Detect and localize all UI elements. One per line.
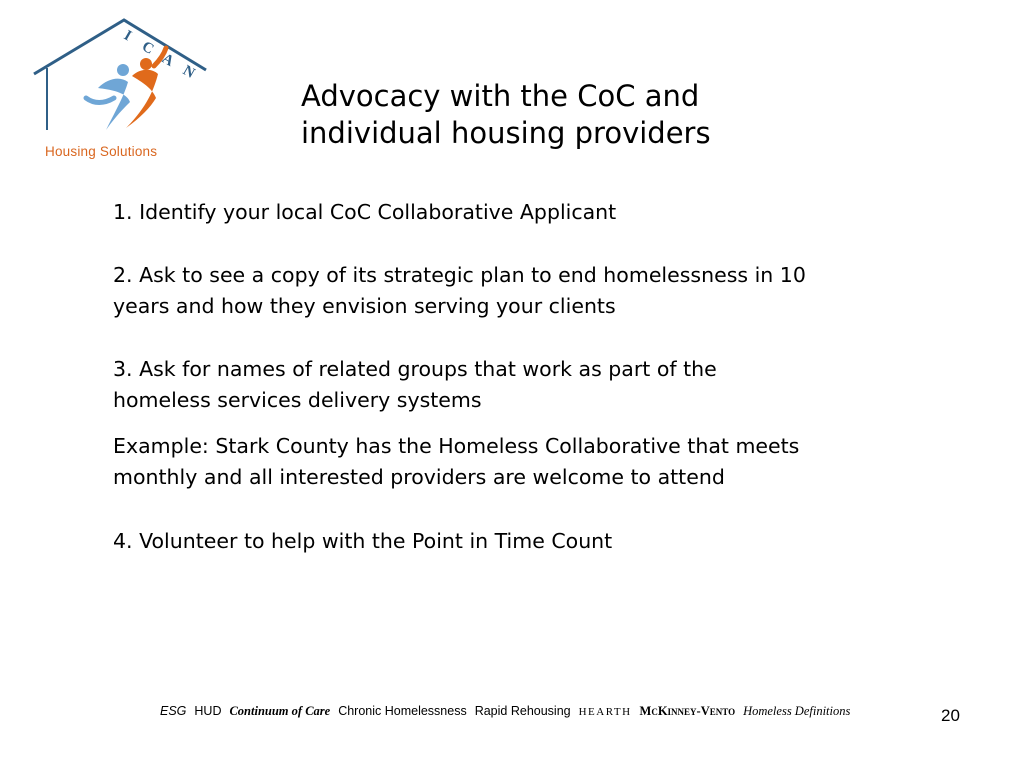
list-item-3-line-2: homeless services delivery systems (113, 388, 482, 412)
list-item-3-line-1: 3. Ask for names of related groups that work as part of the (113, 357, 717, 381)
list-item-2-line-1: 2. Ask to see a copy of its strategic plan to end homelessness in 10 (113, 263, 806, 287)
footer-esg: ESG (160, 704, 187, 718)
orange-person-icon (126, 48, 166, 128)
page-number: 20 (941, 706, 960, 725)
footer-chronic: Chronic Homelessness (338, 704, 467, 718)
list-item-3 (113, 354, 913, 416)
footer-definitions: Homeless Definitions (743, 704, 851, 718)
title-line-1: Advocacy with the CoC and (301, 79, 700, 113)
example-paragraph (113, 431, 913, 493)
footer-coc: Continuum of Care (229, 704, 331, 718)
footer-hearth: HEARTH (578, 706, 632, 718)
list-item-4-text: 4. Volunteer to help with the Point in Time Count (113, 529, 613, 553)
example-line-1: Example: Stark County has the Homeless Collaborative that meets (113, 434, 800, 458)
logo-letter-a: A (159, 50, 177, 70)
list-item-1-text: 1. Identify your local CoC Collaborative Applicant (113, 200, 617, 224)
footer-hud: HUD (194, 704, 222, 718)
blue-person-icon (86, 64, 130, 130)
house-logo-graphic (28, 12, 218, 152)
logo-letter-n: N (180, 62, 198, 82)
ican-logo (28, 12, 218, 162)
footer-keywords (160, 703, 854, 719)
title-line-2: individual housing providers (301, 116, 711, 150)
list-item-4 (113, 526, 913, 557)
footer-mckinney: McKinney-Vento (639, 704, 736, 718)
example-line-2: monthly and all interested providers are welcome to attend (113, 465, 725, 489)
slide-title (301, 78, 861, 152)
list-item-2-line-2: years and how they envision serving your clients (113, 294, 616, 318)
list-item-2 (113, 260, 913, 322)
logo-letter-c: C (139, 38, 157, 58)
footer-rapid: Rapid Rehousing (474, 704, 571, 718)
logo-caption: Housing Solutions (45, 144, 158, 159)
logo-letter-i: I (121, 27, 135, 45)
list-item-1 (113, 197, 913, 228)
